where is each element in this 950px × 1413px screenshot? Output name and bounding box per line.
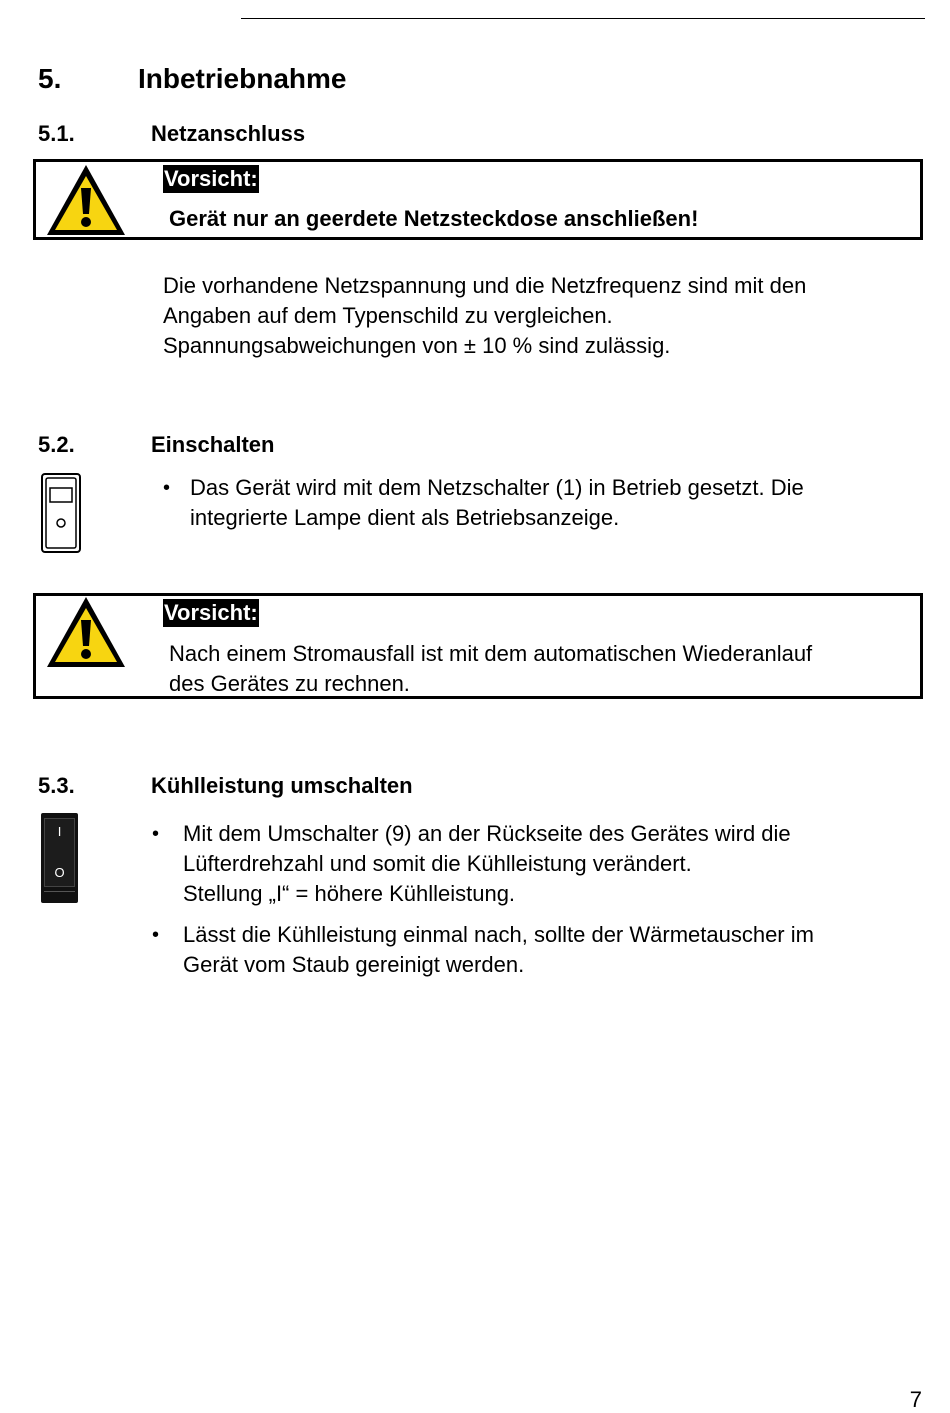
bullet-line: Mit dem Umschalter (9) an der Rückseite des Gerätes wird die [183,821,791,846]
bullet-marker: • [152,924,160,946]
bullet-line: Das Gerät wird mit dem Netzschalter (1) in Betrieb gesetzt. Die [190,475,804,500]
warning-label: Vorsicht: [164,600,258,625]
warning-triangle-icon [44,162,128,238]
page-number: 7 [909,1387,922,1412]
rocker-switch-on-label: I [57,824,62,839]
rocker-switch-icon [41,813,78,903]
warning-triangle-icon [44,594,128,670]
subsection-5-1-title: Netzanschluss [151,121,306,146]
bullet-marker: • [152,823,160,845]
subsection-5-3-title: Kühlleistung umschalten [151,773,413,798]
header-rule [241,18,925,19]
section-title: Inbetriebnahme [138,63,347,94]
subsection-5-3-number: 5.3. [38,773,75,798]
subsection-5-2-title: Einschalten [151,432,275,457]
paragraph-line: Spannungsabweichungen von ± 10 % sind zulässig. [163,333,671,358]
warning-line: Nach einem Stromausfall ist mit dem automatischen Wiederanlauf [169,641,813,666]
bullet-line: Stellung „I“ = höhere Kühlleistung. [183,881,516,906]
warning-label: Vorsicht: [164,166,258,191]
section-number: 5. [38,63,62,94]
subsection-5-2-number: 5.2. [38,432,75,457]
bullet-line: Lässt die Kühlleistung einmal nach, sollte der Wärmetauscher im [183,922,814,947]
bullet-line: integrierte Lampe dient als Betriebsanzeige. [190,505,620,530]
rocker-switch-off-label: O [54,865,65,880]
paragraph-line: Die vorhandene Netzspannung und die Netzfrequenz sind mit den [163,273,807,298]
bullet-line: Lüfterdrehzahl und somit die Kühlleistung verändert. [183,851,692,876]
warning-text: Gerät nur an geerdete Netzsteckdose anschließen! [169,206,699,231]
bullet-marker: • [163,477,171,499]
subsection-5-1-number: 5.1. [38,121,75,146]
bullet-line: Gerät vom Staub gereinigt werden. [183,952,525,977]
power-switch-icon [40,472,82,554]
rocker-switch-base [44,891,75,892]
paragraph-line: Angaben auf dem Typenschild zu vergleichen. [163,303,613,328]
warning-line: des Gerätes zu rechnen. [169,671,410,696]
